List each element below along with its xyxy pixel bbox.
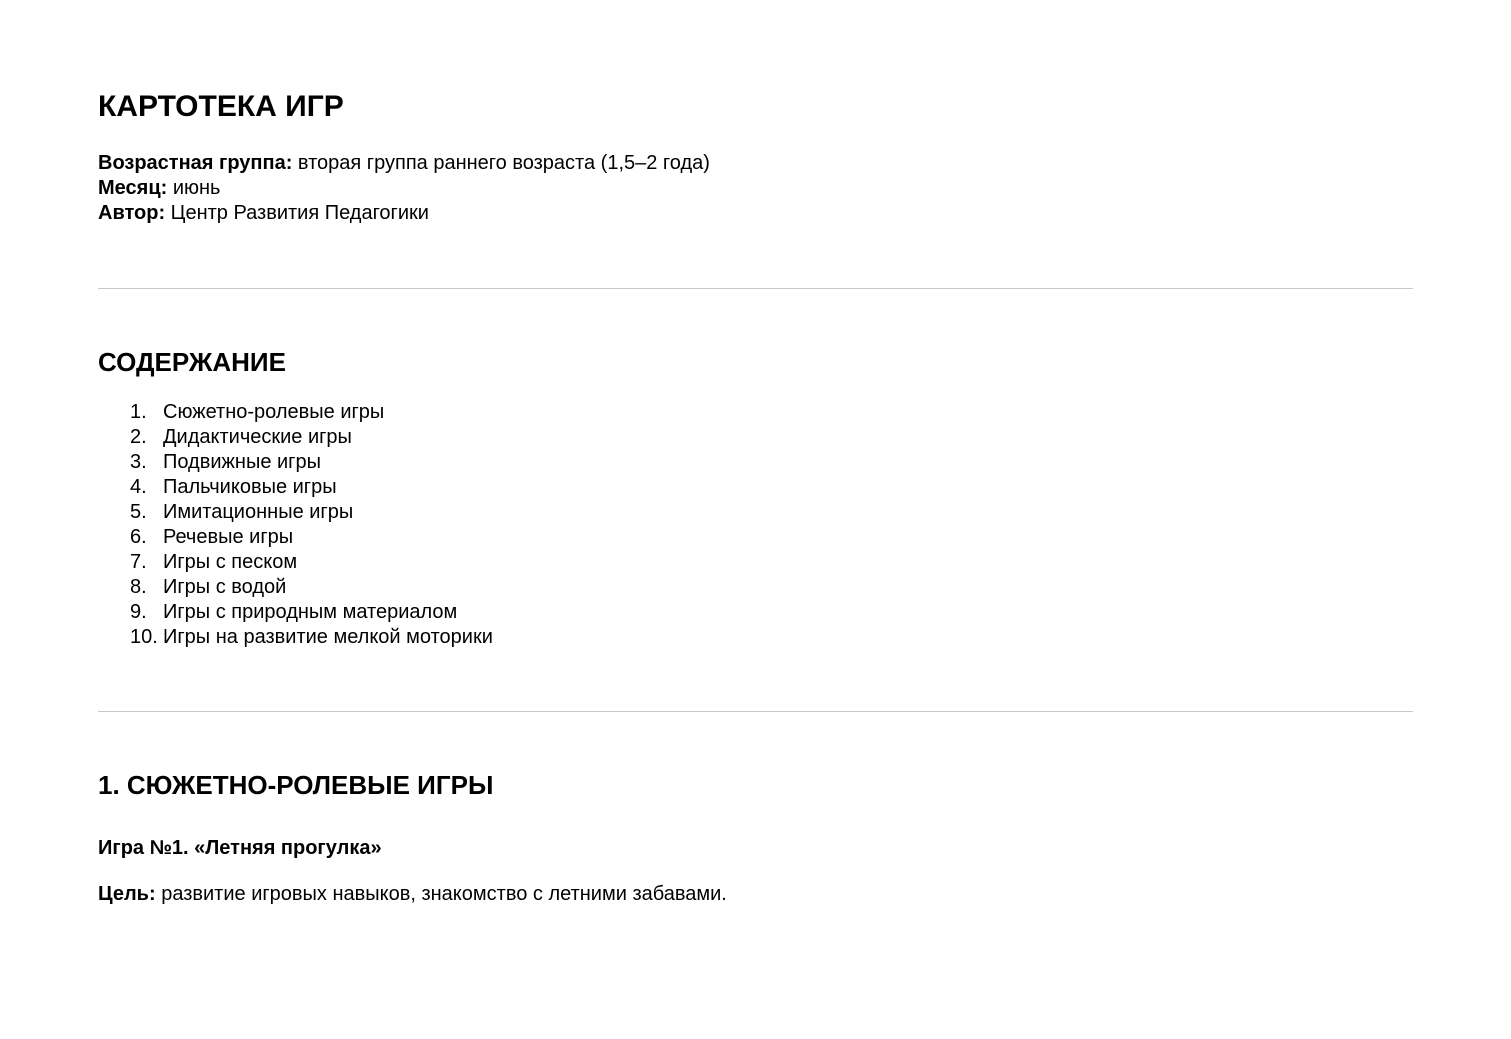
month-value: июнь bbox=[167, 177, 221, 199]
toc-item-label: Речевые игры bbox=[163, 526, 294, 548]
toc-heading: СОДЕРЖАНИЕ bbox=[98, 347, 286, 377]
toc-item-label: Подвижные игры bbox=[163, 451, 321, 473]
game-goal bbox=[98, 882, 727, 907]
author-label: Автор: bbox=[98, 202, 166, 224]
month-label: Месяц: bbox=[98, 177, 168, 199]
toc-item bbox=[130, 550, 493, 575]
document-meta bbox=[98, 151, 710, 226]
toc-item bbox=[130, 425, 493, 450]
author-value: Центр Развития Педагогики bbox=[165, 202, 429, 224]
toc-item bbox=[130, 575, 493, 600]
toc-item-number: 7. bbox=[130, 551, 147, 573]
toc-item-number: 10. bbox=[130, 626, 158, 648]
toc-item-label: Игры с природным материалом bbox=[163, 601, 458, 623]
toc-item-number: 9. bbox=[130, 601, 147, 623]
document-title: КАРТОТЕКА ИГР bbox=[98, 90, 344, 123]
goal-value: развитие игровых навыков, знакомство с летними забавами. bbox=[155, 883, 727, 905]
toc-item bbox=[130, 400, 493, 425]
toc-item-number: 2. bbox=[130, 426, 147, 448]
toc-item-number: 1. bbox=[130, 401, 147, 423]
toc-item-label: Игры с водой bbox=[163, 576, 287, 598]
toc-item-number: 8. bbox=[130, 576, 147, 598]
toc-item bbox=[130, 475, 493, 500]
toc-item bbox=[130, 500, 493, 525]
author-line bbox=[98, 201, 710, 226]
toc-item-number: 3. bbox=[130, 451, 147, 473]
toc-item-label: Дидактические игры bbox=[163, 426, 352, 448]
goal-label: Цель: bbox=[98, 883, 156, 905]
toc-item-number: 5. bbox=[130, 501, 147, 523]
toc-item-number: 6. bbox=[130, 526, 147, 548]
toc-item bbox=[130, 525, 493, 550]
section-heading: 1. СЮЖЕТНО-РОЛЕВЫЕ ИГРЫ bbox=[98, 770, 494, 800]
age-group-value: вторая группа раннего возраста (1,5–2 года) bbox=[292, 152, 710, 174]
month-line bbox=[98, 176, 710, 201]
age-group-label: Возрастная группа: bbox=[98, 152, 293, 174]
toc-item bbox=[130, 625, 493, 650]
toc-item-label: Пальчиковые игры bbox=[163, 476, 337, 498]
toc-item bbox=[130, 600, 493, 625]
toc-item-label: Игры на развитие мелкой моторики bbox=[163, 626, 493, 648]
toc-item-label: Игры с песком bbox=[163, 551, 298, 573]
game-title: Игра №1. «Летняя прогулка» bbox=[98, 837, 382, 859]
toc-item-number: 4. bbox=[130, 476, 147, 498]
toc-item bbox=[130, 450, 493, 475]
toc-list bbox=[130, 400, 493, 650]
age-group-line bbox=[98, 151, 710, 176]
divider bbox=[98, 711, 1413, 712]
divider bbox=[98, 288, 1413, 289]
toc-item-label: Сюжетно-ролевые игры bbox=[163, 401, 385, 423]
toc-item-label: Имитационные игры bbox=[163, 501, 354, 523]
